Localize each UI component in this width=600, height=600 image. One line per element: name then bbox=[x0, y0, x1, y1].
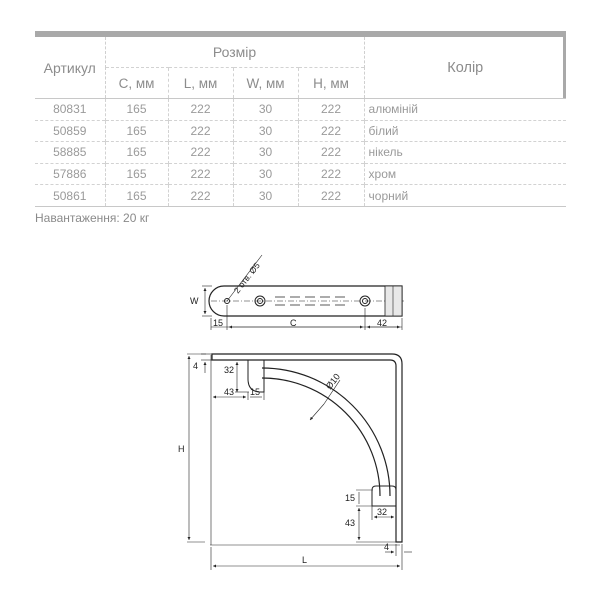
holes-label: 2 отв. Ø5 bbox=[231, 260, 262, 296]
column-w-header: W, мм bbox=[233, 68, 298, 99]
c-cell: 165 bbox=[105, 185, 168, 207]
top-43-label: 43 bbox=[224, 387, 235, 397]
l-cell: 222 bbox=[168, 99, 233, 121]
top-view bbox=[202, 255, 404, 330]
h-cell: 222 bbox=[298, 99, 364, 121]
bottom-32-label: 32 bbox=[377, 507, 388, 517]
column-l-header: L, мм bbox=[168, 68, 233, 99]
c-cell: 165 bbox=[105, 99, 168, 121]
c-cell: 165 bbox=[105, 163, 168, 185]
l-cell: 222 bbox=[168, 185, 233, 207]
w-cell: 30 bbox=[233, 142, 298, 164]
top-15-label: 15 bbox=[250, 387, 261, 397]
bottom-thickness-label: 4 bbox=[384, 542, 390, 552]
load-note: Навантаження: 20 кг bbox=[35, 211, 150, 225]
article-cell: 57886 bbox=[35, 163, 105, 185]
color-cell: чорний bbox=[364, 185, 566, 207]
column-c-header: C, мм bbox=[105, 68, 168, 99]
column-h-header: H, мм bbox=[298, 68, 364, 99]
side-view bbox=[187, 354, 412, 570]
size-header: Розмір bbox=[212, 44, 257, 60]
right-offset-label: 42 bbox=[377, 318, 388, 328]
article-cell: 50859 bbox=[35, 120, 105, 142]
w-cell: 30 bbox=[233, 99, 298, 121]
top-32-label: 32 bbox=[224, 365, 235, 375]
h-cell: 222 bbox=[298, 142, 364, 164]
h-cell: 222 bbox=[298, 163, 364, 185]
color-cell: білий bbox=[364, 120, 566, 142]
c-dimension-label: C bbox=[290, 318, 297, 328]
bottom-15-label: 15 bbox=[345, 493, 356, 503]
article-cell: 80831 bbox=[35, 99, 105, 121]
left-offset-label: 15 bbox=[213, 318, 224, 328]
l-dimension-label: L bbox=[302, 555, 308, 565]
l-cell: 222 bbox=[168, 142, 233, 164]
color-header: Колір bbox=[364, 37, 566, 99]
h-cell: 222 bbox=[298, 185, 364, 207]
l-cell: 222 bbox=[168, 163, 233, 185]
diameter-label: Ø10 bbox=[323, 371, 343, 392]
color-cell: нікель bbox=[364, 142, 566, 164]
w-dimension-label: W bbox=[190, 296, 199, 306]
color-cell: алюміній bbox=[364, 99, 566, 121]
top-thickness-label: 4 bbox=[193, 361, 199, 371]
color-cell: хром bbox=[364, 163, 566, 185]
c-cell: 165 bbox=[105, 120, 168, 142]
article-cell: 58885 bbox=[35, 142, 105, 164]
l-cell: 222 bbox=[168, 120, 233, 142]
c-cell: 165 bbox=[105, 142, 168, 164]
w-cell: 30 bbox=[233, 163, 298, 185]
w-cell: 30 bbox=[233, 185, 298, 207]
bottom-43-label: 43 bbox=[345, 518, 356, 528]
article-cell: 50861 bbox=[35, 185, 105, 207]
h-cell: 222 bbox=[298, 120, 364, 142]
h-dimension-label: H bbox=[178, 444, 185, 454]
w-cell: 30 bbox=[233, 120, 298, 142]
article-header: Артикул bbox=[35, 37, 105, 99]
